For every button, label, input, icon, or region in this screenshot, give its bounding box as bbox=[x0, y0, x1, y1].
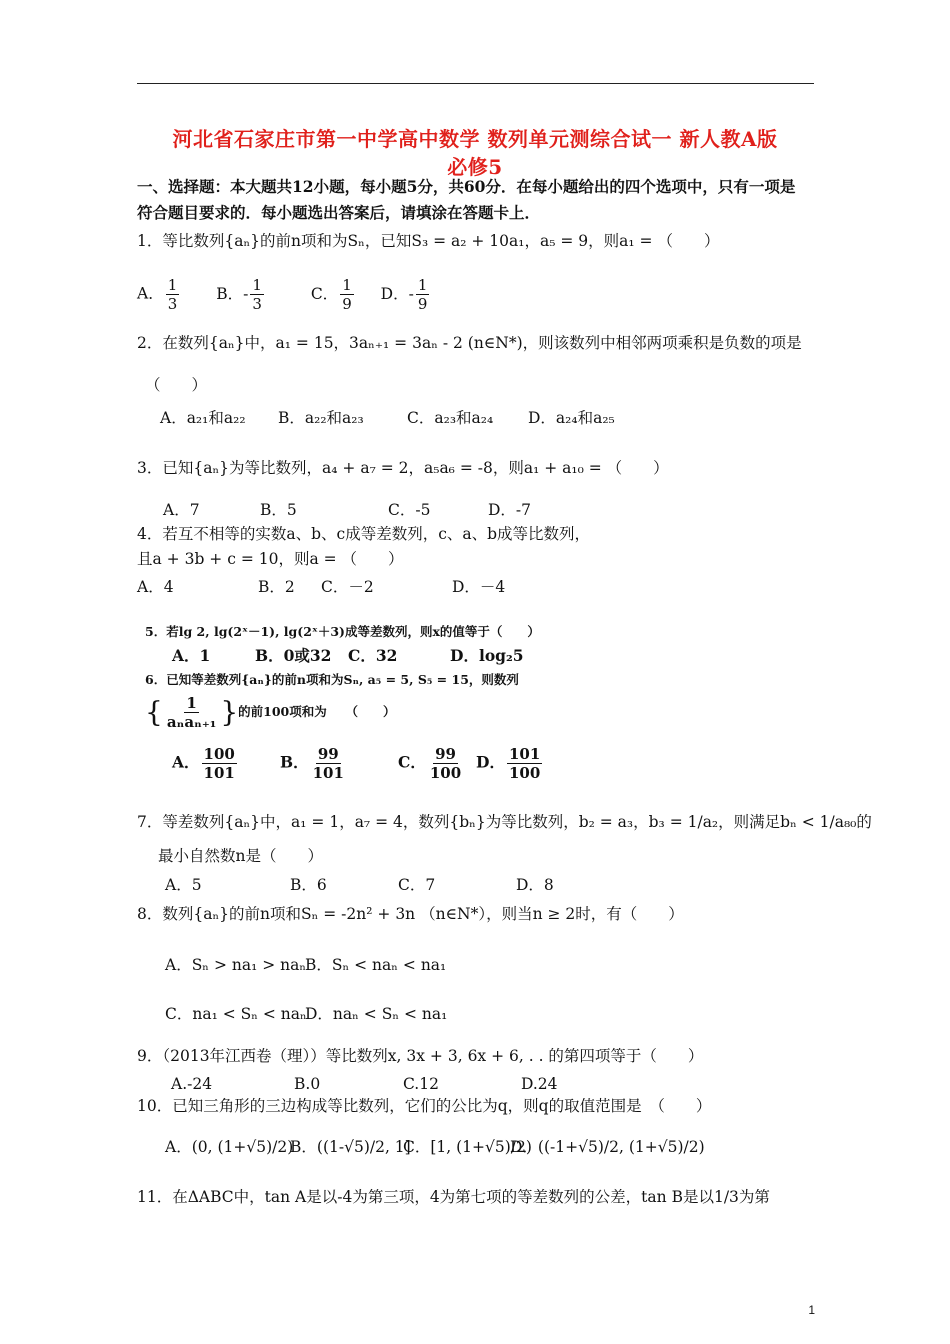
question-9-option-b: B.0 bbox=[294, 1075, 321, 1093]
question-9-option-c: C.12 bbox=[403, 1075, 439, 1093]
question-2-option-a: A．a₂₁和a₂₂ bbox=[160, 409, 246, 427]
question-10-option-d: D．((-1+√5)/2, (1+√5)/2) bbox=[510, 1138, 705, 1156]
question-5-option-b: B．0或32 bbox=[255, 646, 332, 665]
question-10-option-b: B．((1-√5)/2, 1] bbox=[290, 1138, 411, 1156]
question-6-option-c: C． $\frac{99}{100}$ bbox=[398, 745, 462, 782]
question-10: 10．已知三角形的三边构成等比数列，它们的公比为q，则q的取值范围是 （ ） bbox=[137, 1097, 712, 1115]
question-7-option-b: B．6 bbox=[290, 876, 327, 894]
question-7-option-a: A．5 bbox=[165, 876, 202, 894]
question-11: 11．在ΔABC中，tan A是以-4为第三项，4为第七项的等差数列的公差，tan B是以1/3为第 bbox=[137, 1188, 770, 1206]
question-8-option-c: C．na₁ < Sₙ < naₙ bbox=[165, 1005, 307, 1023]
question-8-option-a: A．Sₙ > na₁ > naₙ bbox=[165, 956, 307, 974]
section-heading-line2: 符合题目要求的．每小题选出答案后，请填涂在答题卡上． bbox=[137, 203, 541, 222]
question-6-option-a: A． $\frac{100}{101}$ bbox=[172, 745, 235, 782]
question-5: 5．若lg 2, lg(2ˣ－1), lg(2ˣ＋3)成等差数列，则x的值等于（ ） bbox=[145, 624, 540, 639]
question-3-option-b: B．5 bbox=[260, 501, 297, 519]
header-rule bbox=[137, 83, 814, 84]
question-10-option-c: C．[1, (1+√5)/2) bbox=[403, 1138, 532, 1156]
question-3-option-c: C．-5 bbox=[388, 501, 431, 519]
question-9-option-a: A.-24 bbox=[171, 1075, 213, 1093]
question-2-paren: （ ） bbox=[145, 376, 208, 394]
question-8: 8．数列{aₙ}的前n项和Sₙ = -2n² + 3n （n∈N*），则当n ≥ 2时，有（ ） bbox=[137, 905, 684, 923]
question-10-option-a: A．(0, (1+√5)/2) bbox=[165, 1138, 294, 1156]
question-4-option-a: A．4 bbox=[137, 578, 174, 596]
question-7-option-d: D．8 bbox=[516, 876, 554, 894]
question-4-option-c: C．－2 bbox=[321, 578, 374, 596]
question-3-option-d: D．-7 bbox=[488, 501, 532, 519]
question-5-option-a: A．1 bbox=[172, 646, 211, 665]
question-4-option-b: B．2 bbox=[258, 578, 295, 596]
question-7-line1: 7．等差数列{aₙ}中，a₁ = 1，a₇ = 4，数列{bₙ}为等比数列，b₂ = a₃，b₃ = 1/a₂，则满足bₙ < 1/a₈₀的 bbox=[137, 813, 872, 831]
question-6-option-d: D． $\frac{101}{100}$ bbox=[476, 745, 541, 782]
question-3: 3．已知{aₙ}为等比数列，a₄ + a₇ = 2，a₅a₆ = -8，则a₁ + a₁₀ = （ ） bbox=[137, 459, 669, 477]
question-6-option-b: B． $\frac{99}{101}$ bbox=[280, 745, 344, 782]
question-3-option-a: A．7 bbox=[163, 501, 200, 519]
question-6-line1: 6．已知等差数列{aₙ}的前n项和为Sₙ, a₅ = 5, S₅ = 15，则数列 bbox=[145, 672, 519, 687]
question-9: 9．（2013年江西卷（理））等比数列x, 3x + 3, 6x + 6, . . 的第四项等于（ ） bbox=[137, 1047, 704, 1065]
question-5-option-c: C．32 bbox=[348, 646, 398, 665]
question-1: 1．等比数列{aₙ}的前n项和为Sₙ，已知S₃ = a₂ + 10a₁，a₅ = 9，则a₁ = （ ） bbox=[137, 232, 720, 250]
question-2: 2．在数列{aₙ}中，a₁ = 15，3aₙ₊₁ = 3aₙ - 2 (n∈N*)，则该数列中相邻两项乘积是负数的项是 bbox=[137, 334, 802, 352]
page-number: 1 bbox=[808, 1303, 815, 1317]
question-1-options: A． $\frac{1}{3}$ B．- $\frac{1}{3}$ C． $\frac{1}{9}$ D．- $\frac{1}{9}$ bbox=[137, 276, 428, 313]
question-2-option-d: D．a₂₄和a₂₅ bbox=[528, 409, 615, 427]
document-title-line2: 必修5 bbox=[447, 155, 503, 179]
question-7-line2: 最小自然数n是（ ） bbox=[158, 847, 323, 865]
document-title-line1: 河北省石家庄市第一中学高中数学 数列单元测综合试一 新人教A版 bbox=[172, 127, 778, 151]
question-4-line2: 且a + 3b + c = 10，则a = （ ） bbox=[137, 550, 404, 568]
question-9-option-d: D.24 bbox=[521, 1075, 558, 1093]
question-4-option-d: D．－4 bbox=[452, 578, 506, 596]
question-2-option-c: C．a₂₃和a₂₄ bbox=[407, 409, 494, 427]
question-4-line1: 4．若互不相等的实数a、b、c成等差数列，c、a、b成等比数列， bbox=[137, 525, 591, 543]
section-heading-line1: 一、选择题：本大题共12小题，每小题5分，共60分．在每小题给出的四个选项中，只有一项是 bbox=[137, 177, 796, 196]
question-8-option-d: D．naₙ < Sₙ < na₁ bbox=[305, 1005, 448, 1023]
question-2-option-b: B．a₂₂和a₂₃ bbox=[278, 409, 364, 427]
question-8-option-b: B．Sₙ < naₙ < na₁ bbox=[305, 956, 447, 974]
question-7-option-c: C．7 bbox=[398, 876, 436, 894]
question-6-line2: { $\frac{1}{\text{aₙaₙ₊₁}}$ }的前100项和为 （ ） bbox=[145, 694, 396, 731]
question-5-option-d: D．log₂5 bbox=[450, 646, 524, 665]
